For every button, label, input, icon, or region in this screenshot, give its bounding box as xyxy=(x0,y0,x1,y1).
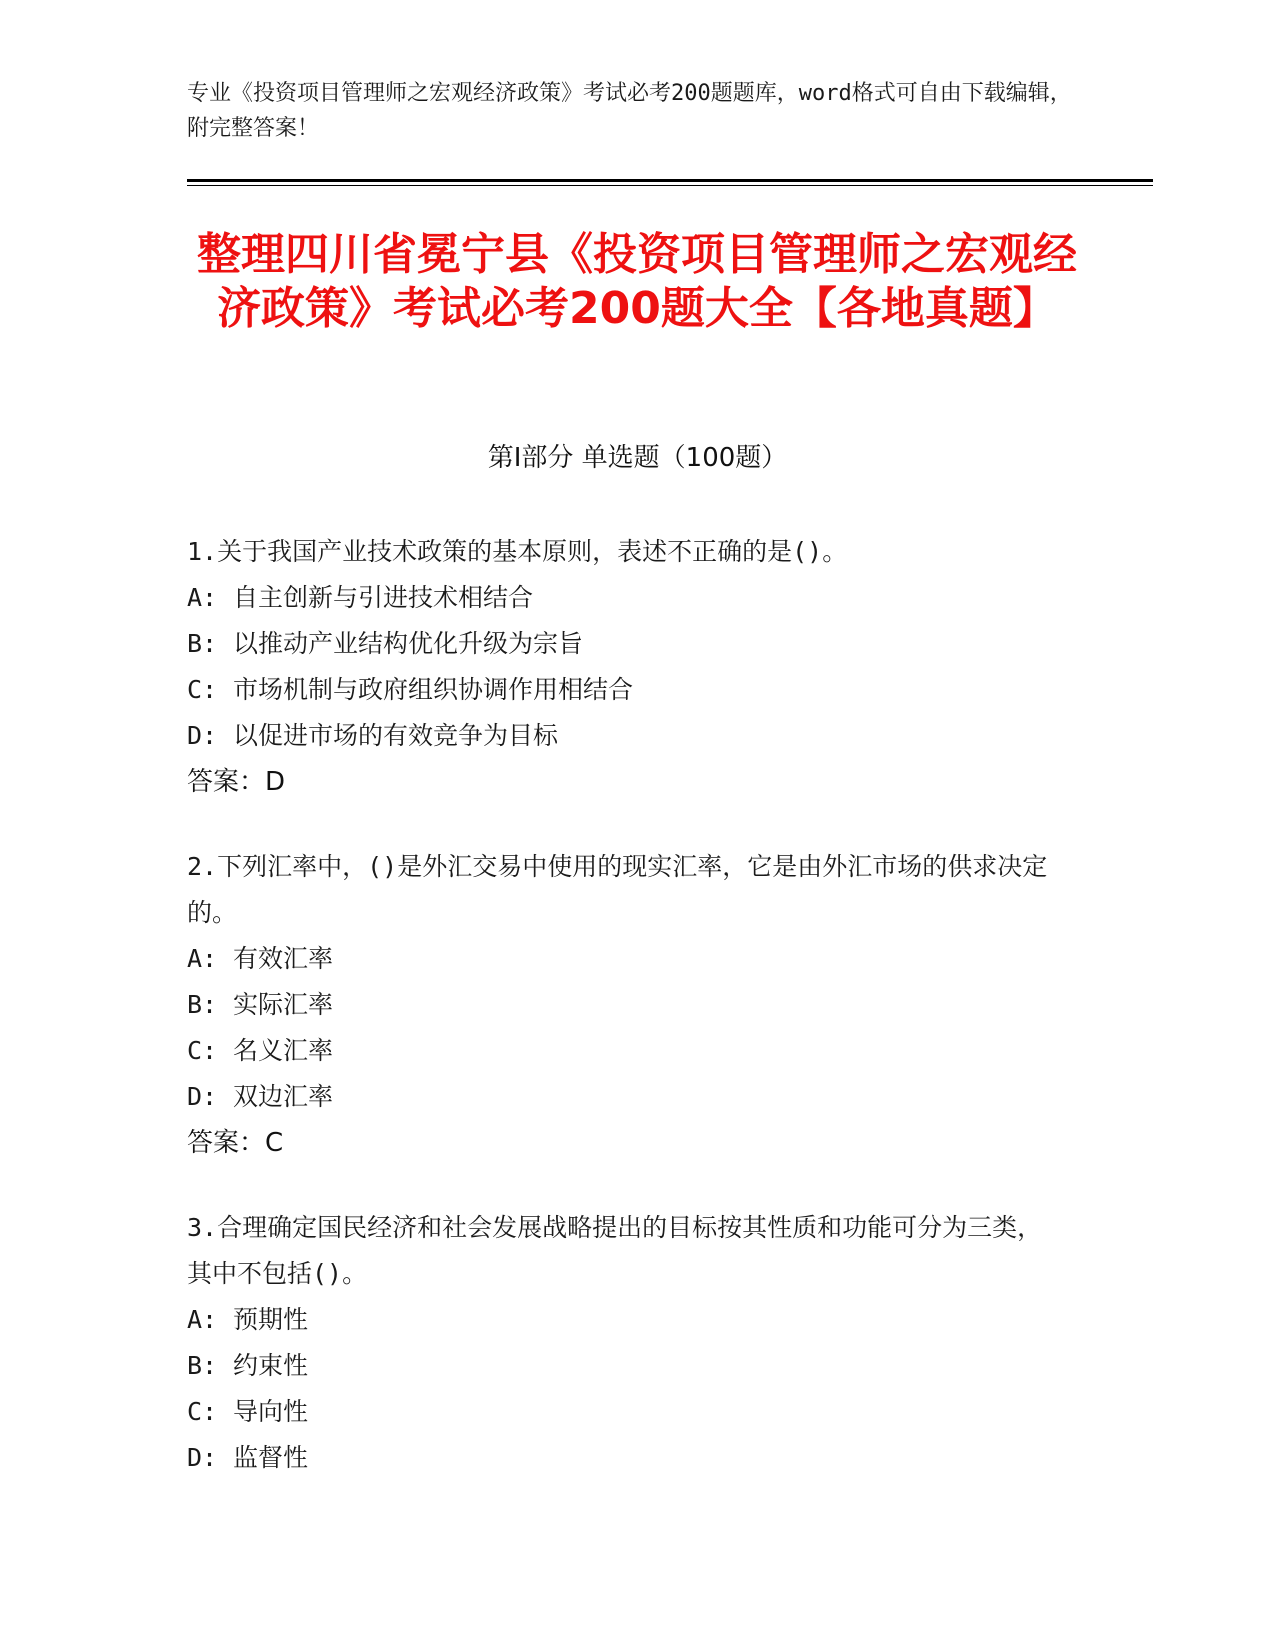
option-text: 以推动产业结构优化升级为宗旨 xyxy=(233,629,584,658)
option-label: A: xyxy=(187,944,218,973)
option-label: D: xyxy=(187,1082,218,1111)
option-label: A: xyxy=(187,1305,218,1334)
question-3 xyxy=(187,1205,1067,1481)
section-title: 第Ⅰ部分 单选题（100题） xyxy=(487,443,788,473)
option-text: 自主创新与引进技术相结合 xyxy=(233,583,534,612)
option-text: 有效汇率 xyxy=(233,944,334,973)
option-c xyxy=(187,1389,1067,1435)
option-b xyxy=(187,1343,1067,1389)
option-label: C: xyxy=(187,675,218,704)
option-text: 预期性 xyxy=(233,1305,309,1334)
option-text: 市场机制与政府组织协调作用相结合 xyxy=(233,675,634,704)
option-b xyxy=(187,982,1067,1028)
option-label: B: xyxy=(187,990,218,1019)
option-label: A: xyxy=(187,583,218,612)
option-d xyxy=(187,1435,1067,1481)
option-text: 以促进市场的有效竞争为目标 xyxy=(233,721,559,750)
option-text: 实际汇率 xyxy=(233,990,334,1019)
option-text: 双边汇率 xyxy=(233,1082,334,1111)
option-text: 约束性 xyxy=(233,1351,309,1380)
question-1 xyxy=(187,529,1067,805)
question-stem: 2.下列汇率中，()是外汇交易中使用的现实汇率，它是由外汇市场的供求决定的。 xyxy=(187,852,1048,927)
option-label: C: xyxy=(187,1036,218,1065)
document-title: 整理四川省冕宁县《投资项目管理师之宏观经济政策》考试必考200题大全【各地真题】 xyxy=(197,229,1077,334)
option-a xyxy=(187,1297,1067,1343)
option-label: D: xyxy=(187,721,218,750)
option-label: B: xyxy=(187,629,218,658)
header-divider-thick xyxy=(187,179,1153,182)
option-c xyxy=(187,667,1067,713)
question-stem: 3.合理确定国民经济和社会发展战略提出的目标按其性质和功能可分为三类，其中不包括()。 xyxy=(187,1213,1043,1288)
option-c xyxy=(187,1028,1067,1074)
option-label: B: xyxy=(187,1351,218,1380)
header-divider-thin xyxy=(187,185,1153,186)
option-text: 监督性 xyxy=(233,1443,309,1472)
header-note: 专业《投资项目管理师之宏观经济政策》考试必考200题题库，word格式可自由下载编辑，附完整答案！ xyxy=(187,81,1072,141)
option-label: D: xyxy=(187,1443,218,1472)
option-d xyxy=(187,1074,1067,1120)
option-text: 导向性 xyxy=(233,1397,309,1426)
answer: 答案：D xyxy=(187,767,286,797)
option-a xyxy=(187,575,1067,621)
answer: 答案：C xyxy=(187,1128,284,1158)
option-text: 名义汇率 xyxy=(233,1036,334,1065)
option-b xyxy=(187,621,1067,667)
question-stem: 1.关于我国产业技术政策的基本原则，表述不正确的是()。 xyxy=(187,537,848,566)
question-list xyxy=(187,529,1067,1520)
option-d xyxy=(187,713,1067,759)
option-label: C: xyxy=(187,1397,218,1426)
question-2 xyxy=(187,844,1067,1166)
option-a xyxy=(187,936,1067,982)
